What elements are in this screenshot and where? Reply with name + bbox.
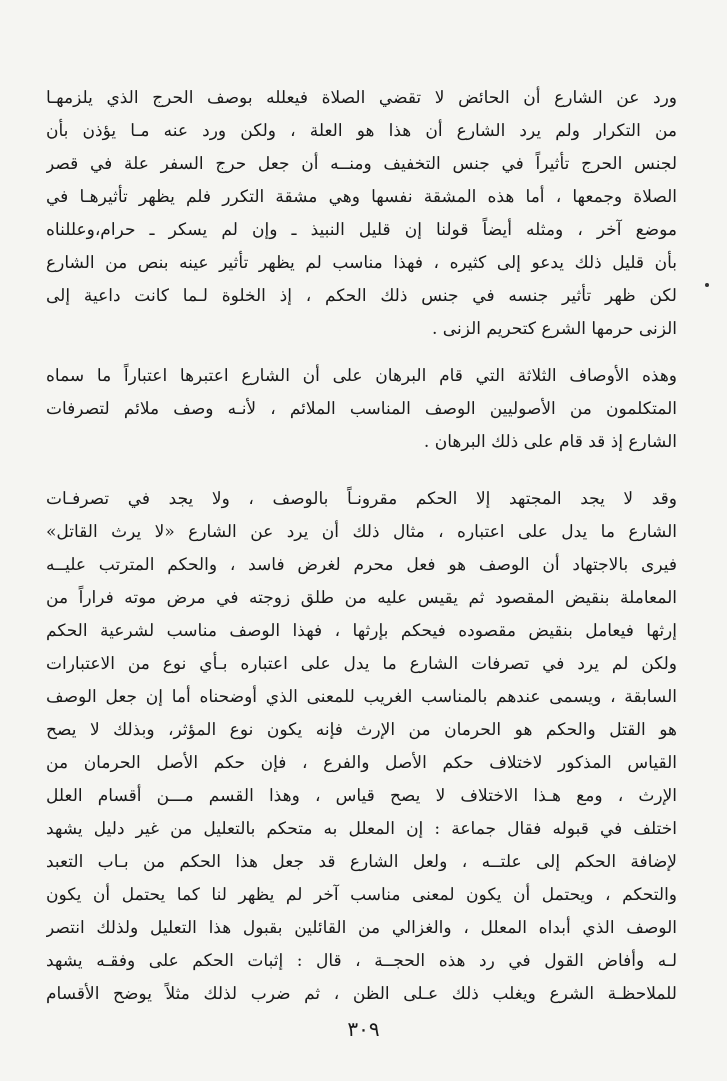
text-line: وقد لا يجد المجتهد إلا الحكم مقرونـاً بالوصف ، ولا يجد في تصرفـات	[46, 489, 677, 509]
text-line: لإضافة الحكم إلى علتــه ، ولعل الشارع قد جعل هذا الحكم من بـاب التعبد	[46, 852, 677, 872]
paragraph-2	[46, 360, 677, 459]
text-line: موضع آخر ، ومثله أيضاً قولنا إن قليل النبيذ ـ وإن لم يسكر ـ حرام،وعللناه	[46, 220, 677, 240]
text-line: لـه وأفاض القول في رد هذه الحجــة ، قال : إثبات الحكم على وفقـه يشهد	[46, 951, 677, 971]
margin-dot	[705, 283, 709, 287]
paragraph-3	[46, 483, 677, 1011]
text-line: والتحكم ، ويحتمل أن يكون لمعنى مناسب آخر لم يظهر لنا كما يحتمل أن يكون	[46, 885, 677, 905]
text-line: من التكرار ولم يرد الشارع أن هذا هو العلة ، ولكن ورد عنه مـا يؤذن بأن	[46, 121, 677, 141]
text-line: الشارع إذ قد قام على ذلك البرهان .	[423, 432, 677, 452]
text-line: المتكلمون من الأصوليين الوصف المناسب الملائم ، لأنـه وصف ملائم لتصرفات	[46, 399, 677, 419]
text-line: لجنس الحرج تأثيراً في جنس التخفيف ومنــه أن جعل حرج السفر علة في قصر	[46, 154, 677, 174]
text-line: وهذه الأوصاف الثلاثة التي قام البرهان على أن الشارع اعتبرها اعتباراً ما سماه	[46, 366, 677, 386]
text-line: السابقة ، ويسمى عندهم بالمناسب الغريب للمعنى الذي أوضحناه أما إن جعل الوصف	[46, 687, 677, 707]
text-line: هو القتل والحكم هو الحرمان من الإرث فإنه يكون نوع المؤثر، وبذلك لا يصح	[46, 720, 677, 740]
text-line: الوصف الذي أبداه المعلل ، والغزالي من القائلين بقبول هذا التعليل ولذلك انتصر	[46, 918, 677, 938]
text-line: فيرى بالاجتهاد أن الوصف هو فعل محرم لغرض فاسد ، والحكم المترتب عليــه	[46, 555, 677, 575]
text-line: الزنى حرمها الشرع كتحريم الزنى .	[431, 319, 677, 339]
text-line: إرثها فيعامل بنقيض مقصوده فيحكم بإرثها ، فهذا الوصف مناسب لشرعية الحكم	[46, 621, 677, 641]
text-line: المعاملة بنقيض المقصود ثم يقيس عليه من طلق زوجته في مرض موته فراراً من	[46, 588, 677, 608]
page-number: ٣٠٩	[347, 1017, 380, 1041]
text-line: القياس المذكور لاختلاف حكم الأصل والفرع ، فإن حكم الأصل الحرمان من	[46, 753, 677, 773]
text-line: بأن قليل ذلك يدعو إلى كثيره ، فهذا مناسب لم يظهر تأثير عينه بنص من الشارع	[46, 253, 677, 273]
text-line: ورد عن الشارع أن الحائض لا تقضي الصلاة فيعلله بوصف الحرج الذي يلزمهـا	[46, 88, 677, 108]
text-line: للملاحظـة الشرع ويغلب ذلك عـلى الظن ، ثم ضرب لذلك مثلاً يوضح الأقسام	[46, 984, 677, 1004]
text-line: الصلاة وجمعها ، أما هذه المشقة نفسها وهي مشقة التكرر فلم يظهر تأثيرهـا في	[46, 187, 677, 207]
paragraph-1	[46, 82, 677, 346]
text-line: اختلف في قبوله فقال جماعة : إن المعلل به متحكم بالتعليل من غير دليل يشهد	[46, 819, 677, 839]
text-line: الإرث ، ومع هـذا الاختلاف لا يصح قياس ، وهذا القسم مـــن أقسام العلل	[46, 786, 677, 806]
text-line: لكن ظهر تأثير جنسه في جنس ذلك الحكم ، إذ الخلوة لـما كانت داعية إلى	[46, 286, 677, 306]
text-line: ولكن لم يرد في تصرفات الشارع ما يدل على اعتباره بـأي نوع من الاعتبارات	[46, 654, 677, 674]
text-line: الشارع ما يدل على اعتباره ، مثال ذلك أن يرد عن الشارع «لا يرث القاتل»	[46, 522, 677, 542]
